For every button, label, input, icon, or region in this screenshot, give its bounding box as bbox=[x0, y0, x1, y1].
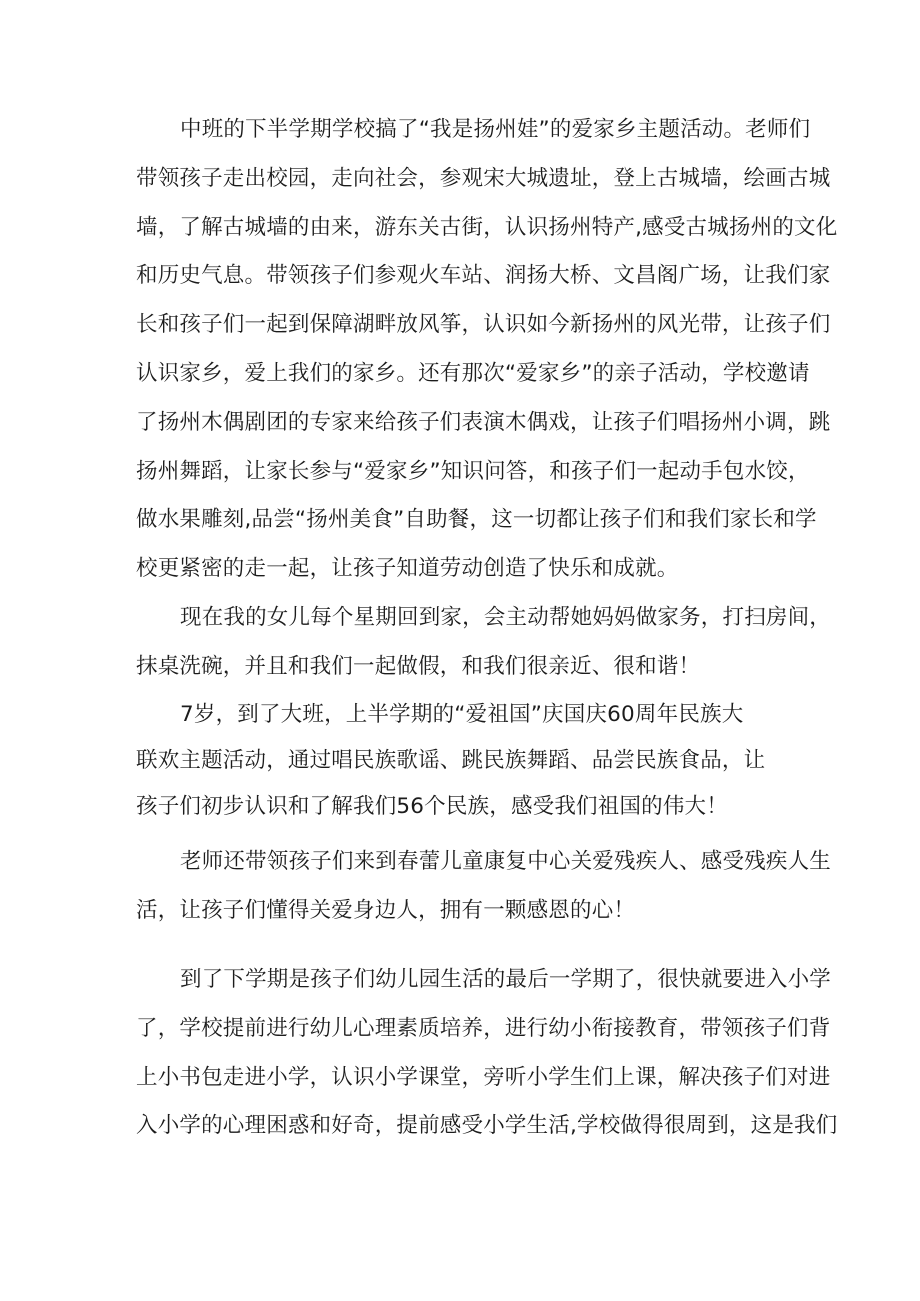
text-line: 联欢主题活动，通过唱民族歌谣、跳民族舞蹈、品尝民族食品，让 bbox=[136, 748, 766, 773]
text-line: 到了下学期是孩子们幼儿园生活的最后一学期了，很快就要进入小学 bbox=[180, 967, 832, 992]
text-line: 现在我的女儿每个星期回到家，会主动帮她妈妈做家务，打扫房间， bbox=[180, 605, 832, 630]
text-line: 上小书包走进小学，认识小学课堂，旁听小学生们上课，解决孩子们对进 bbox=[136, 1064, 831, 1090]
text-line: 认识家乡，爱上我们的家乡。还有那次“爱家乡”的亲子活动，学校邀请 bbox=[136, 360, 810, 386]
text-line: 了扬州木偶剧团的专家来给孩子们表演木偶戏，让孩子们唱扬州小调，跳 bbox=[136, 409, 831, 435]
text-line: 抹桌洗碗，并且和我们一起做假，和我们很亲近、很和谐！ bbox=[136, 653, 701, 679]
text-line: 长和孩子们一起到保障湖畔放风筝，认识如今新扬州的风光带，让孩子们 bbox=[136, 312, 831, 338]
text-line: 做水果雕刻,品尝“扬州美食”自助餐，这一切都让孩子们和我们家长和学 bbox=[136, 507, 817, 533]
text-line: 墙，了解古城墙的由来，游东关古街，认识扬州特产,感受古城扬州的文化 bbox=[136, 214, 838, 240]
paragraph-kindergarten-middle-class bbox=[136, 106, 838, 594]
text-line: 中班的下半学期学校搞了“我是扬州娃”的爱家乡主题活动。老师们 bbox=[180, 117, 811, 142]
text-line: 活，让孩子们懂得关爱身边人，拥有一颗感恩的心！ bbox=[136, 897, 636, 923]
text-line: 入小学的心理困惑和好奇，提前感受小学生活,学校做得很周到，这是我们 bbox=[136, 1113, 838, 1139]
text-line: 孩子们初步认识和了解我们56个民族，感受我们祖国的伟大！ bbox=[136, 794, 728, 819]
text-line: 老师还带领孩子们来到春蕾儿童康复中心关爱残疾人、感受残疾人生 bbox=[180, 849, 832, 874]
text-line: 校更紧密的走一起，让孩子知道劳动创造了快乐和成就。 bbox=[136, 556, 679, 582]
paragraph-senior-class bbox=[136, 692, 796, 830]
text-line: 7岁，到了大班，上半学期的“爱祖国”庆国庆60周年民族大 bbox=[180, 702, 744, 727]
paragraph-daughter-at-home bbox=[136, 594, 832, 692]
text-line: 和历史气息。带领孩子们参观火车站、润扬大桥、文昌阁广场，让我们家 bbox=[136, 263, 831, 289]
paragraph-transition-to-primary bbox=[136, 956, 838, 1151]
text-line: 了，学校提前进行幼儿心理素质培养，进行幼小衔接教育，带领孩子们背 bbox=[136, 1015, 831, 1041]
text-line: 扬州舞蹈，让家长参与“爱家乡”知识问答，和孩子们一起动手包水饺， bbox=[136, 458, 810, 484]
paragraph-rehab-center-visit bbox=[136, 838, 832, 936]
text-line: 带领孩子走出校园，走向社会，参观宋大城遗址，登上古城墙，绘画古城 bbox=[136, 165, 831, 191]
